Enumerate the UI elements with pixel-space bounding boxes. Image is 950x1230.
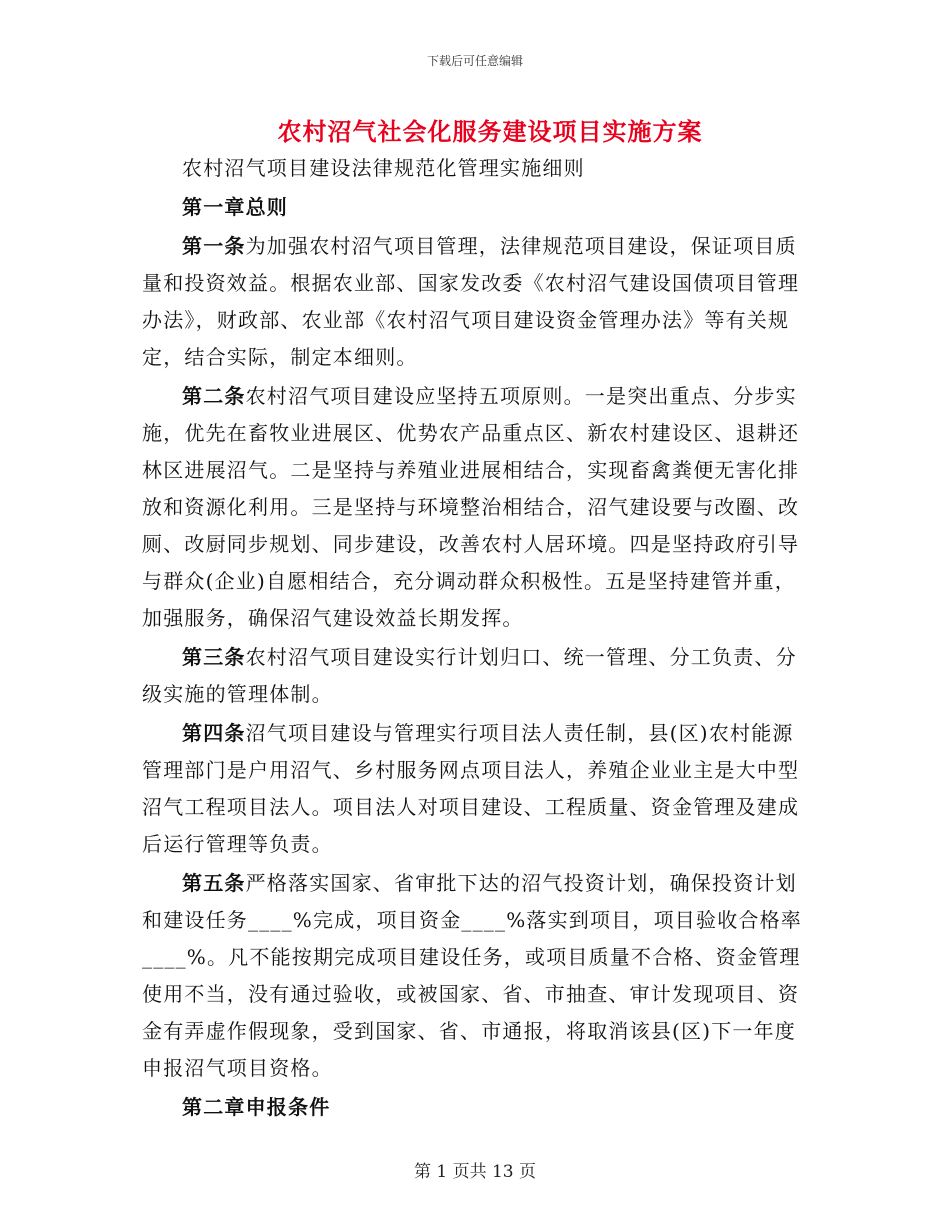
article-3 <box>142 639 814 713</box>
article-lead: 第五条 <box>182 871 246 895</box>
document-body <box>142 150 814 1126</box>
article-2 <box>142 378 814 637</box>
article-5 <box>142 865 814 1087</box>
article-lead: 第四条 <box>182 721 246 745</box>
article-lead: 第二条 <box>182 384 246 408</box>
page-number: 第 1 页共 13 页 <box>413 1162 537 1182</box>
article-text: 为加强农村沼气项目管理，法律规范项目建设，保证项目质量和投资效益。根据农业部、国家发改委《农村沼气建设国债项目管理办法》，财政部、农业部《农村沼气项目建设资金管理办法》等有关规定，结合实际，制定本细则。 <box>142 234 800 369</box>
article-text: 农村沼气项目建设实行计划归口、统一管理、分工负责、分级实施的管理体制。 <box>142 645 797 706</box>
article-text: 沼气项目建设与管理实行项目法人责任制，县(区)农村能源管理部门是户用沼气、乡村服务网点项目法人，养殖企业业主是大中型沼气工程项目法人。项目法人对项目建设、工程质量、资金管理及建成后运行管理等负责。 <box>142 721 800 856</box>
article-1 <box>142 228 814 376</box>
article-lead: 第一条 <box>182 234 246 258</box>
chapter-heading-1: 第一章总则 <box>182 195 288 219</box>
document-title: 农村沼气社会化服务建设项目实施方案 <box>277 117 703 146</box>
article-lead: 第三条 <box>182 645 246 669</box>
article-4 <box>142 715 814 863</box>
article-text: 农村沼气项目建设应坚持五项原则。一是突出重点、分步实施，优先在畜牧业进展区、优势农产品重点区、新农村建设区、退耕还林区进展沼气。二是坚持与养殖业进展相结合，实现畜禽粪便无害化排放和资源化利用。三是坚持与环境整治相结合，沼气建设要与改圈、改厕、改厨同步规划、同步建设，改善农村人居环境。四是坚持政府引导与群众(企业)自愿相结合，充分调动群众积极性。五是坚持建管并重，加强服务，确保沼气建设效益长期发挥。 <box>142 384 800 630</box>
header-note: 下载后可任意编辑 <box>426 54 523 68</box>
chapter-heading-2: 第二章申报条件 <box>182 1095 331 1119</box>
article-text: 严格落实国家、省审批下达的沼气投资计划，确保投资计划和建设任务____%完成，项目资金____%落实到项目，项目验收合格率____%。凡不能按期完成项目建设任务，或项目质量不合格、资金管理使用不当，没有通过验收，或被国家、省、市抽查、审计发现项目、资金有弄虚作假现象，受到国家、省、市通报，将取消该县(区)下一年度申报沼气项目资格。 <box>142 871 803 1080</box>
document-subtitle: 农村沼气项目建设法律规范化管理实施细则 <box>182 156 585 180</box>
